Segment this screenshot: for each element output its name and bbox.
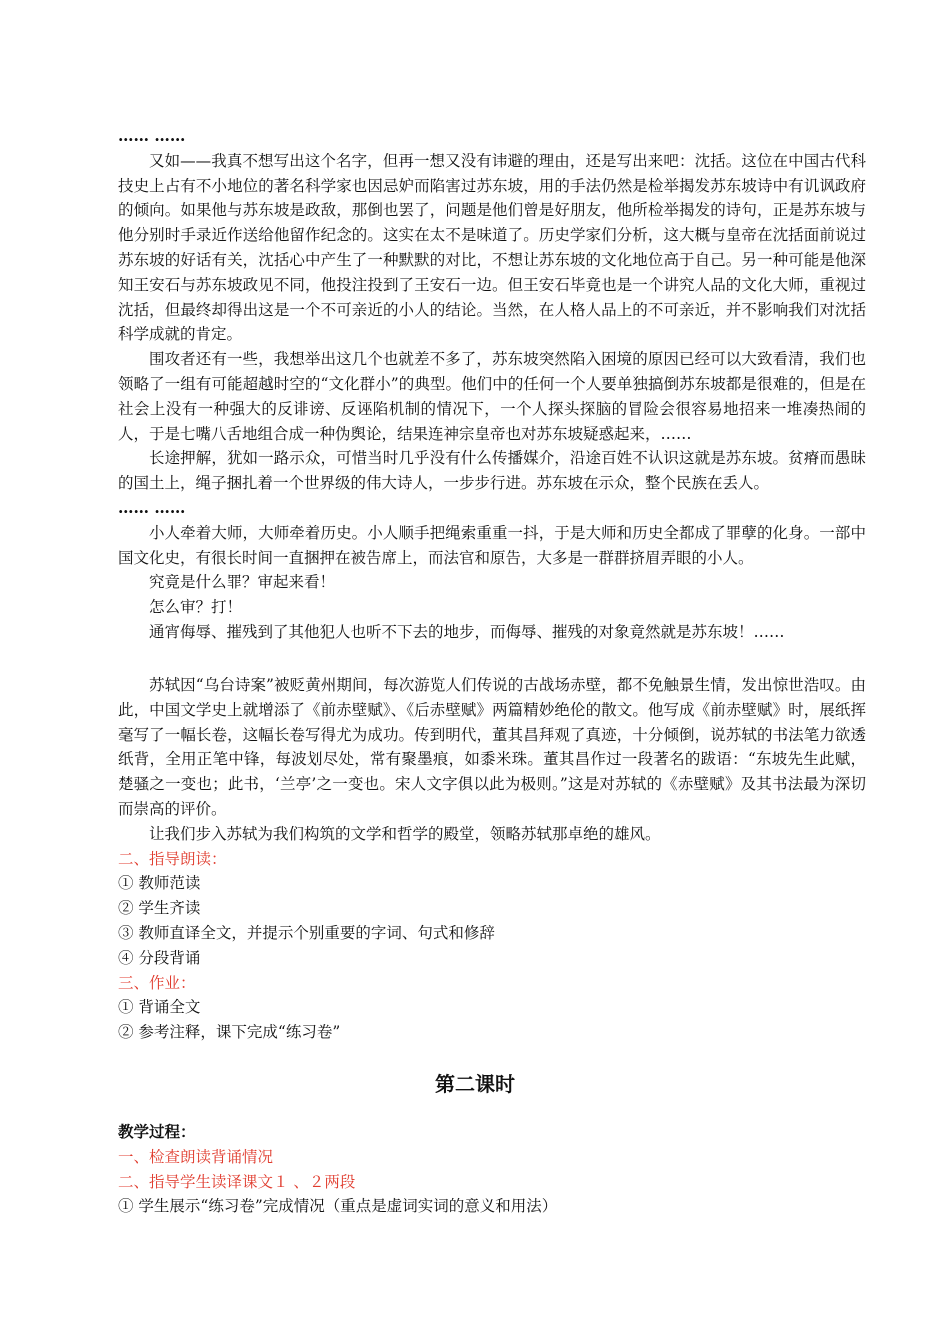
list-item: ① 背诵全文 [118, 998, 201, 1017]
heading-check-recitation: 一、检查朗读背诵情况 [118, 1147, 274, 1166]
paragraph-shen-kuo: 又如——我真不想写出这个名字，但再一想又没有讳避的理由，还是写出来吧：沈括。这位在中国古代科技史上占有不小地位的著名科学家也因忌妒而陷害过苏东坡，用的手法仍然是检举揭发苏东坡诗中有讥讽政府的倾向。如果他与苏东坡是政敌，那倒也罢了，问题是他们曾是好朋友，他所检举揭发的诗句，正是苏东坡与他分别时手录近作送给他留作纪念的。这实在太不是味道了。历史学家们分析，这大概与皇帝在沈括面前说过苏东坡的好话有关，沈括心中产生了一种默默的对比，不想让苏东坡的文化地位高于自己。另一种可能是他深知王安石与苏东坡政见不同，他投注投到了王安石一边。但王安石毕竟也是一个讲究人品的文化大师，重视过沈括，但最终却得出这是一个不可亲近的小人的结论。当然，在人格人品上的不可亲近，并不影响我们对沈括科学成就的肯定。 [118, 151, 866, 344]
paragraph-invitation: 让我们步入苏轼为我们构筑的文学和哲学的殿堂，领略苏轼那卓绝的雄风。 [149, 824, 661, 843]
teaching-process-label: 教学过程： [118, 1122, 196, 1141]
list-item: ② 学生齐读 [118, 899, 201, 918]
list-item: ① 教师范读 [118, 874, 201, 893]
list-item: ③ 教师直译全文，并提示个别重要的字词、句式和修辞 [118, 923, 495, 942]
heading-guide-translation: 二、指导学生读译课文１ 、２两段 [118, 1172, 356, 1191]
paragraph-chibi-fu: 苏轼因“乌台诗案”被贬黄州期间，每次游览人们传说的古战场赤壁，都不免触景生情，发出惊世浩叹。由此，中国文学史上就增添了《前赤壁赋》、《后赤壁赋》两篇精妙绝伦的散文。他写成《前赤壁赋》时，展纸挥毫写了一幅长卷，这幅长卷写得尤为成功。传到明代，董其昌拜观了真迹，十分倾倒，说苏轼的书法笔力欲透纸背，全用正笔中锋，每波划尽处，常有聚墨痕，如黍米珠。董其昌作过一段著名的跋语：“东坡先生此赋，楚骚之一变也；此书，‘兰亭’之一变也。宋人文字俱以此为极则。”这是对苏轼的《赤壁赋》及其书法最为深切而崇高的评价。 [118, 676, 866, 818]
section-lesson-two [118, 1120, 866, 1219]
list-item: ② 参考注释，课下完成“练习卷” [118, 1023, 341, 1042]
paragraph-petty-men: 小人牵着大师，大师牵着历史。小人顺手把绳索重重一抖，于是大师和历史全都成了罪孽的化身。一部中国文化史，有很长时间一直捆押在被告席上，而法官和原告，大多是一群群挤眉弄眼的小人。 [118, 523, 866, 567]
paragraph-besiegers: 围攻者还有一些，我想举出这几个也就差不多了，苏东坡突然陷入困境的原因已经可以大致看清，我们也领略了一组有可能超越时空的“文化群小”的典型。他们中的任何一个人要单独搞倒苏东坡都是很难的，但是在社会上没有一种强大的反诽谤、反诬陷机制的情况下，一个人探头探脑的冒险会很容易地招来一堆凑热闹的人，于是七嘴八舌地组合成一种伪舆论，结果连神宗皇帝也对苏东坡疑惑起来，…… [118, 350, 866, 443]
paragraph-escort: 长途押解，犹如一路示众，可惜当时几乎没有什么传播媒介，沿途百姓不认识这就是苏东坡。贫瘠而愚昧的国土上，绳子捆扎着一个世界级的伟大诗人，一步步行进。苏东坡在示众，整个民族在丢人。 [118, 449, 866, 493]
paragraph-humiliation: 通宵侮辱、摧残到了其他犯人也听不下去的地步，而侮辱、摧残的对象竟然就是苏东坡！…… [149, 622, 785, 641]
ellipsis-separator: …… …… [118, 497, 186, 517]
ellipsis-separator: …… …… [118, 126, 186, 145]
page-title-lesson-two: 第二课时 [435, 1072, 515, 1096]
paragraph-question-crime: 究竟是什么罪？审起来看！ [149, 573, 336, 592]
section-chibi-intro [118, 673, 866, 1045]
heading-homework: 三、作业： [118, 973, 196, 992]
heading-guided-reading: 二、指导朗读： [118, 849, 227, 868]
list-item: ① 学生展示“练习卷”完成情况（重点是虚词实词的意义和用法） [118, 1197, 558, 1216]
section-essay-excerpt [118, 124, 866, 645]
list-item: ④ 分段背诵 [118, 948, 201, 967]
paragraph-question-trial: 怎么审？打！ [149, 598, 243, 617]
